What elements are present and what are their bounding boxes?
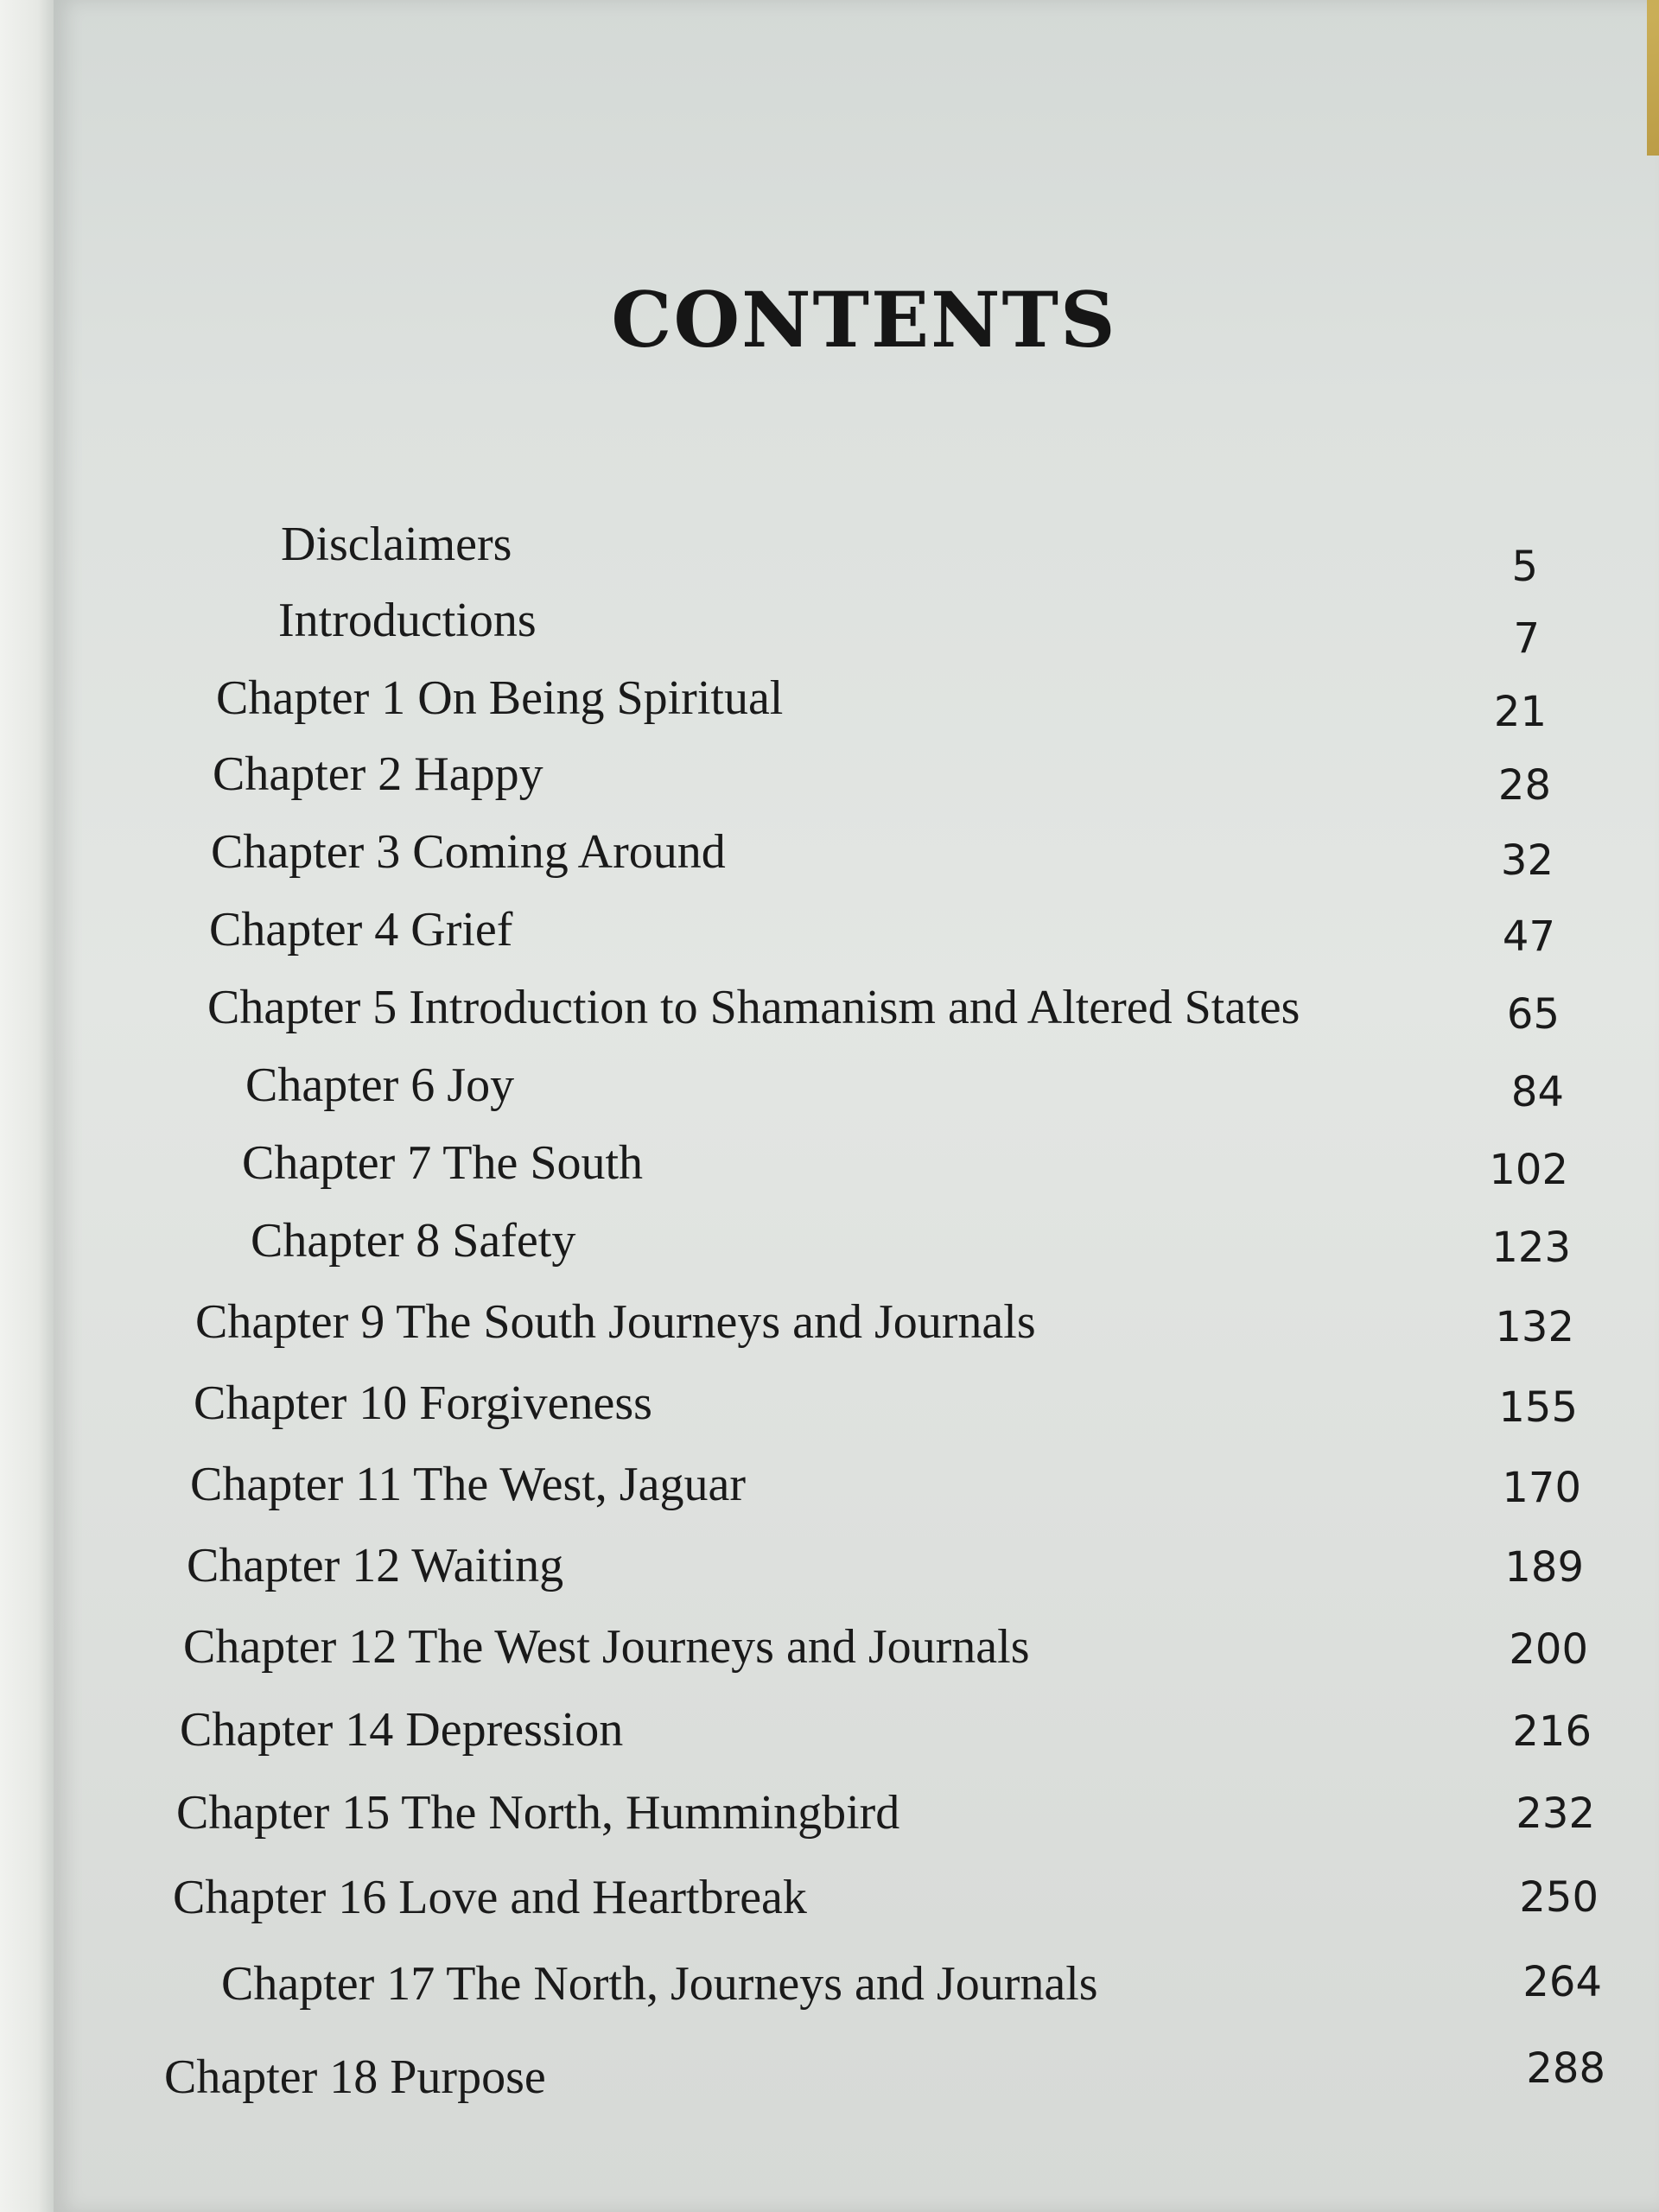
toc-entry-page-number: 288 — [1526, 2044, 1605, 2093]
toc-entry-page-number: 200 — [1509, 1625, 1588, 1674]
toc-entry-page-number: 232 — [1516, 1789, 1595, 1838]
toc-entry-page-number: 155 — [1498, 1383, 1578, 1432]
toc-entry-label: Chapter 7 The South — [242, 1136, 644, 1190]
toc-entry-label: Disclaimers — [281, 518, 512, 571]
toc-entry-page-number: 189 — [1504, 1543, 1584, 1592]
toc-entry-page-number: 170 — [1502, 1464, 1581, 1512]
toc-entry-label: Chapter 14 Depression — [180, 1703, 624, 1757]
toc-entry-label: Chapter 12 The West Journeys and Journals — [183, 1620, 1030, 1674]
toc-entry-label: Chapter 9 The South Journeys and Journals — [195, 1295, 1036, 1349]
toc-entry-page-number: 21 — [1493, 688, 1547, 736]
toc-entry-page-number: 250 — [1519, 1873, 1599, 1922]
toc-entry-label: Chapter 18 Purpose — [164, 2050, 546, 2104]
toc-entry-label: Chapter 1 On Being Spiritual — [216, 671, 784, 725]
toc-entry-page-number: 28 — [1497, 761, 1551, 810]
toc-entry-label: Chapter 11 The West, Jaguar — [190, 1458, 746, 1511]
toc-entry-label: Chapter 17 The North, Journeys and Journals — [221, 1957, 1098, 2011]
toc-entry-label: Introductions — [278, 594, 537, 647]
page-title: CONTENTS — [611, 275, 1117, 365]
toc-entry-label: Chapter 3 Coming Around — [211, 825, 726, 879]
toc-entry-label: Chapter 2 Happy — [213, 747, 543, 801]
toc-entry-page-number: 216 — [1512, 1707, 1592, 1756]
toc-entry-label: Chapter 6 Joy — [245, 1058, 515, 1112]
toc-entry-page-number: 264 — [1522, 1958, 1602, 2006]
toc-entry-label: Chapter 8 Safety — [251, 1214, 576, 1268]
toc-entry-label: Chapter 15 The North, Hummingbird — [176, 1786, 900, 1840]
toc-entry-page-number: 102 — [1489, 1146, 1568, 1194]
toc-entry-page-number: 123 — [1491, 1224, 1571, 1272]
toc-entry-label: Chapter 5 Introduction to Shamanism and Altered States — [207, 981, 1300, 1034]
toc-entry-page-number: 32 — [1500, 836, 1554, 885]
toc-entry-label: Chapter 12 Waiting — [187, 1539, 564, 1592]
toc-entry-label: Chapter 4 Grief — [209, 903, 513, 957]
toc-entry-page-number: 65 — [1506, 990, 1560, 1039]
toc-entry-label: Chapter 10 Forgiveness — [194, 1376, 652, 1430]
page-edge-gilding — [1647, 0, 1659, 156]
toc-entry-page-number: 47 — [1502, 912, 1555, 961]
toc-entry-page-number: 84 — [1510, 1068, 1564, 1116]
toc-entry-label: Chapter 16 Love and Heartbreak — [173, 1871, 807, 1924]
toc-entry-page-number: 132 — [1495, 1303, 1574, 1351]
toc-entry-page-number: 7 — [1513, 614, 1540, 663]
toc-entry-page-number: 5 — [1511, 543, 1538, 591]
